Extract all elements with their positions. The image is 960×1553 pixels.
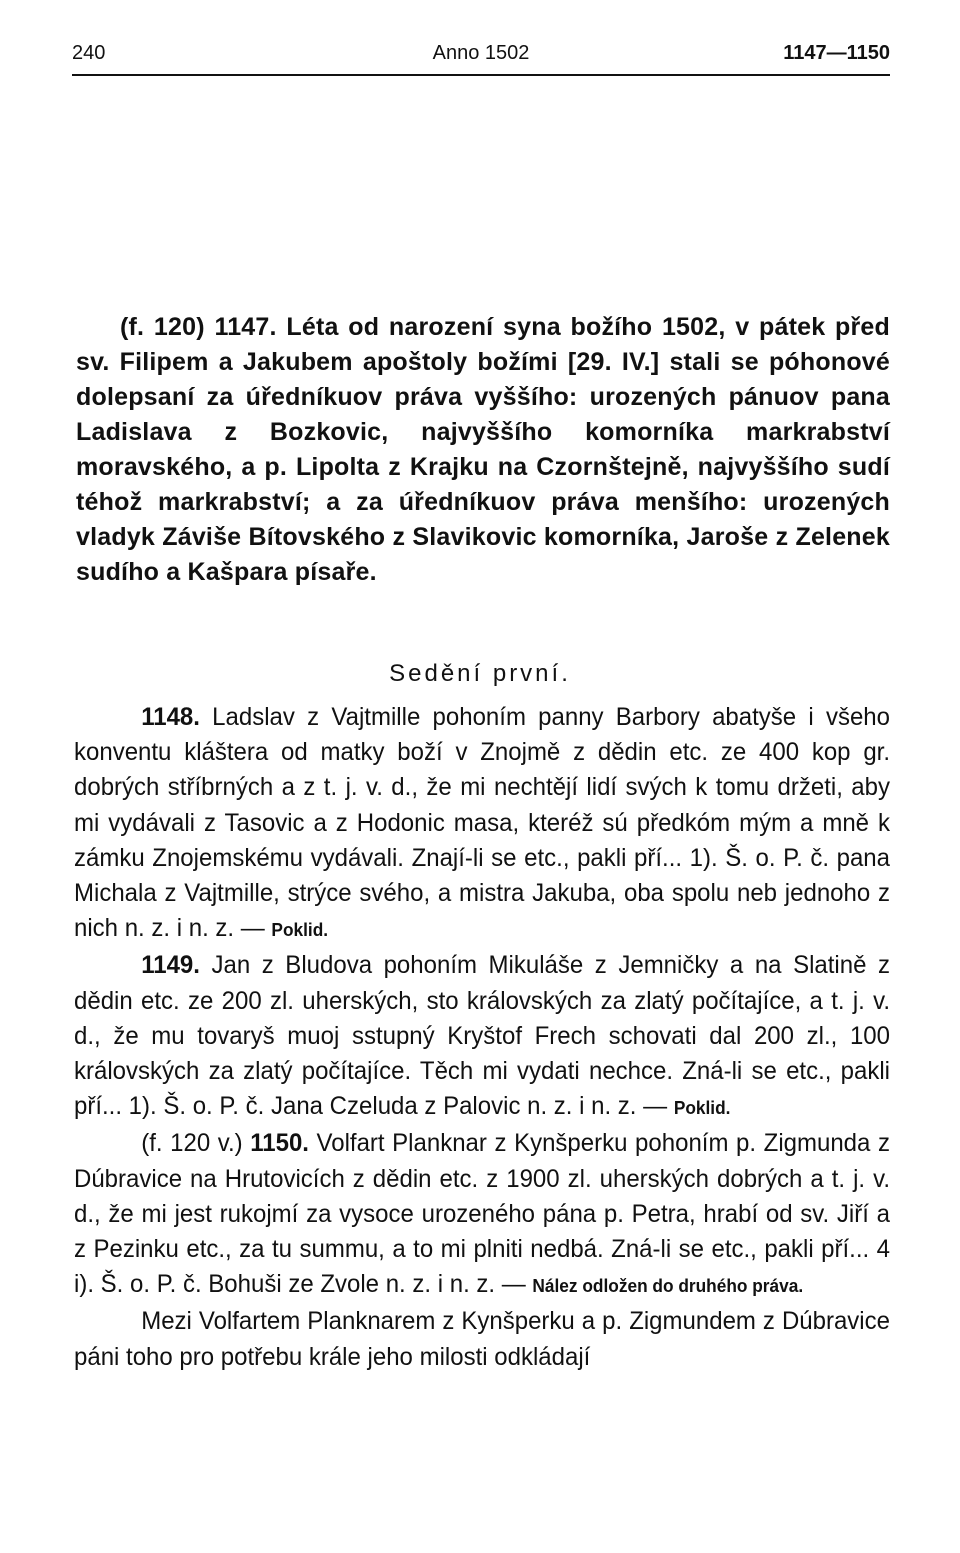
entry-text: Mezi Volfartem Planknarem z Kynšperku a p. Zigmundem z Dúbravice páni toho pro potřebu krále jeho milosti odkládají — [74, 1307, 890, 1371]
intro-paragraph — [76, 310, 890, 590]
entry-note: Poklid. — [271, 920, 329, 941]
entry-text: Ladslav z Vajtmille pohoním panny Barbory abatyše i všeho konventu kláštera od matky boží v Znojmě z dědin etc. ze 400 kop gr. dobrých stříbrných a z t. j. v. d., že mi nechtějí lidí svých k tomu držeti, aby mi vydávali z Tasovic a z Hodonic masa, kteréž sú předkóm mým a mně k zámku Znojemskému vydávali. Znají-li se etc., pakli pří... 1). Š. o. P. č. pana Michala z Vajtmille, strýce svého, a mistra Jakuba, oba spolu neb jednoho z nich n. z. i n. z. — — [74, 703, 890, 943]
entry-number: 1150. — [250, 1129, 309, 1158]
page-number: 240 — [72, 42, 106, 64]
entry-1150 — [74, 1126, 890, 1304]
intro-text: Léta od narození syna božího 1502, v pátek před sv. Filipem a Jakubem apoštoly božími [29. IV.] stali se póhonové dolepsaní za úředníkuov práva vyššího: urozených pánuov pana Ladislava z Bozkovic, najvyššího komorníka markrabství moravského, a p. Lipolta z Krajku na Czornštejně, najvyššího sudí téhož markrabství; a za úředníkuov práva menšího: urozených vladyk Záviše Bítovského z Slavikovic komorníka, Jaroše z Zelenek sudího a Kašpara písaře. — [76, 313, 891, 586]
entry-folio: (f. 120 v.) — [141, 1129, 243, 1158]
entry-text: Jan z Bludova pohoním Mikuláše z Jemničky a na Slatině z dědin etc. ze 200 zl. uherských, sto královských za zlatý počítajíce, a t. j. v. d., že mu tovaryš muoj sstupný Kryštof Frech schovati dal 200 zl., 100 královských za zlatý počítajíce. Těch mi vydati nechce. Zná-li se etc., pakli pří... 1). Š. o. P. č. Jana Czeluda z Palovic n. z. i n. z. — — [74, 951, 890, 1121]
entry-note: Nález odložen do druhého práva. — [532, 1276, 804, 1297]
entry-1148 — [74, 700, 890, 948]
section-title: Sedění první. — [389, 660, 571, 687]
header-rule — [72, 74, 890, 76]
running-head — [72, 38, 890, 68]
entry-number: 1148. — [141, 703, 200, 731]
entry-note: Poklid. — [673, 1098, 731, 1119]
intro-number: 1147. — [214, 313, 277, 341]
entries-range: 1147—1150 — [783, 42, 890, 64]
entry-continuation — [74, 1304, 890, 1374]
intro-folio: (f. 120) — [120, 313, 205, 341]
running-title: Anno 1502 — [432, 42, 530, 64]
entries — [74, 700, 890, 1375]
entry-text: Volfart Planknar z Kynšperku pohoním p. Zigmunda z Dúbravice na Hrutovicích z dědin etc. z 1900 zl. uherských dobrých a t. j. v. d., že mi jest rukojmí za vysoce urozeného pána p. Petra, hrabí od sv. Jiří a z Pezinku etc., za tu summu, a to mi plniti nedbá. Zná-li se etc., pakli pří... 4 i). Š. o. P. č. Bohuši ze Zvole n. z. i n. z. — — [74, 1129, 890, 1299]
entry-number: 1149. — [141, 951, 200, 980]
entry-1149 — [74, 948, 890, 1126]
